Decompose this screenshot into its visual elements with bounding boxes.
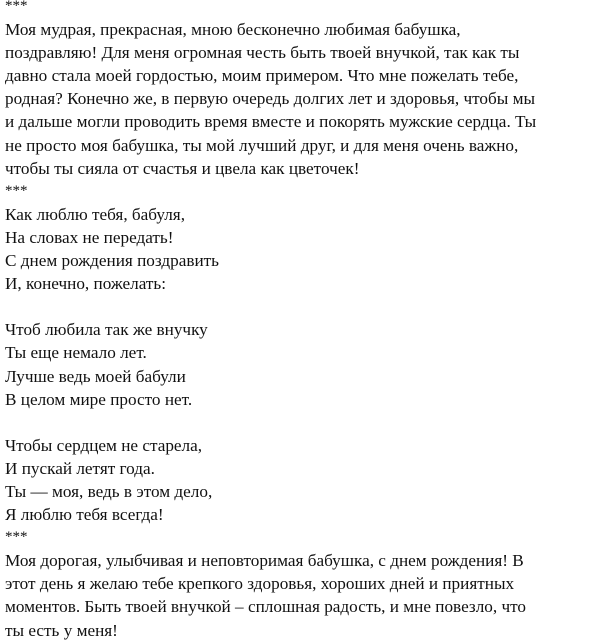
- poem-stanza-3: [5, 434, 613, 526]
- text-line: Моя мудрая, прекрасная, мною бесконечно любимая бабушка,: [5, 20, 461, 40]
- separator: ***: [5, 529, 28, 546]
- poem-line: Как люблю тебя, бабуля,: [5, 204, 185, 224]
- poem-stanza-1: [5, 203, 613, 295]
- poem-line: И пускай летят года.: [5, 458, 155, 478]
- stanza-gap: [5, 411, 613, 434]
- text-line: родная? Конечно же, в первую очередь долгих лет и здоровья, чтобы мы: [5, 89, 536, 109]
- poem-line: И, конечно, пожелать:: [5, 274, 167, 294]
- prose-greeting-2: [5, 549, 613, 641]
- text-line: ты есть у меня!: [5, 620, 118, 640]
- poem-stanza-2: [5, 318, 613, 410]
- separator: ***: [5, 182, 28, 199]
- poem-line: Лучше ведь моей бабули: [5, 366, 186, 386]
- poem-line: Ты — моя, ведь в этом дело,: [5, 481, 213, 501]
- poem-line: В целом мире просто нет.: [5, 389, 193, 409]
- poem-line: Чтобы сердцем не старела,: [5, 435, 203, 455]
- poem: [5, 203, 613, 526]
- poem-line: Ты еще немало лет.: [5, 343, 147, 363]
- stanza-gap: [5, 295, 613, 318]
- poem-line: Я люблю тебя всегда!: [5, 505, 164, 525]
- text-line: моментов. Быть твоей внучкой – сплошная радость, и мне повезло, что: [5, 597, 526, 617]
- text-line: поздравляю! Для меня огромная честь быть твоей внучкой, так как ты: [5, 43, 520, 63]
- text-line: давно стала моей гордостью, моим примером. Что мне пожелать тебе,: [5, 66, 519, 86]
- separator: ***: [5, 0, 28, 14]
- poem-line: С днем рождения поздравить: [5, 251, 220, 271]
- prose-greeting-1: [5, 18, 613, 180]
- poem-line: На словах не передать!: [5, 227, 174, 247]
- text-line: и дальше могли проводить время вместе и покорять мужские сердца. Ты: [5, 112, 537, 132]
- text-line: не просто моя бабушка, ты мой лучший друг, и для меня очень важно,: [5, 135, 519, 155]
- poem-line: Чтоб любила так же внучку: [5, 320, 208, 340]
- greeting-document: [5, 0, 613, 642]
- text-line: этот день я желаю тебе крепкого здоровья, хороших дней и приятных: [5, 574, 515, 594]
- text-line: чтобы ты сияла от счастья и цвела как цветочек!: [5, 158, 360, 178]
- text-line: Моя дорогая, улыбчивая и неповторимая бабушка, с днем рождения! В: [5, 551, 524, 571]
